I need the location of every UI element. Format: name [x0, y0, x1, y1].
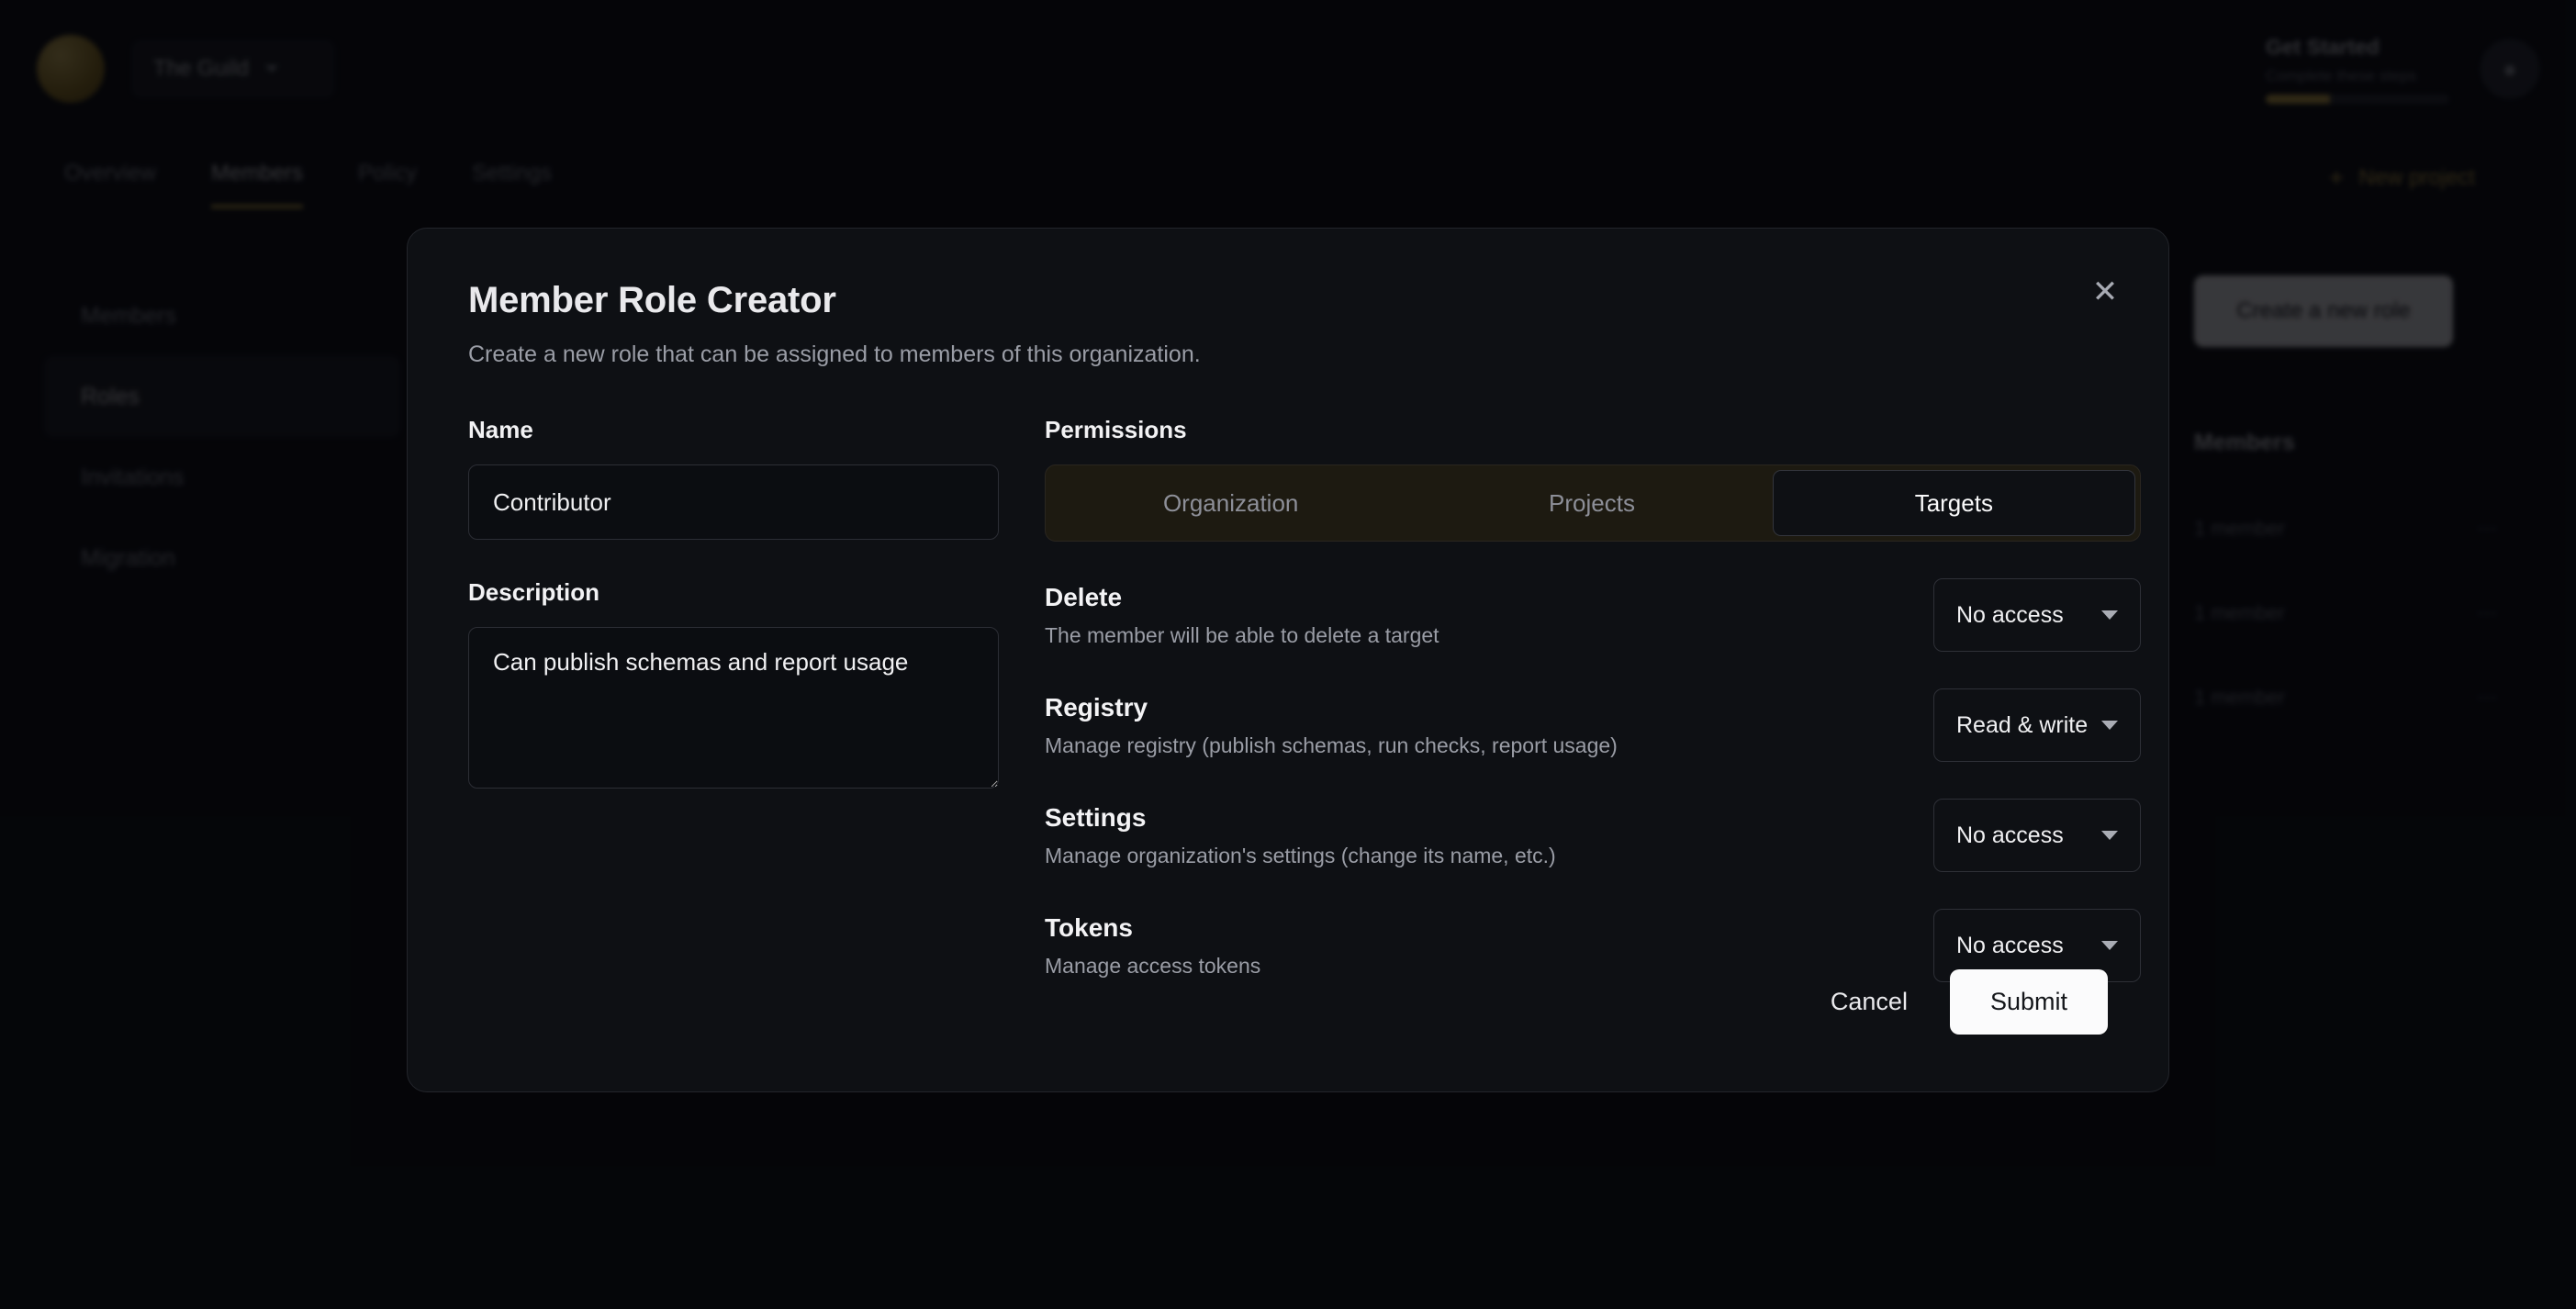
chevron-down-icon [2101, 831, 2118, 840]
permission-description: Manage access tokens [1045, 953, 1261, 978]
name-label: Name [468, 416, 533, 443]
permission-text [1045, 803, 1556, 868]
permission-description: Manage organization's settings (change its name, etc.) [1045, 843, 1556, 867]
dialog-actions [1821, 969, 2108, 1035]
member-role-creator-dialog [407, 228, 2169, 1092]
permission-select-delete[interactable] [1933, 578, 2141, 652]
permission-select-value: Read & write [1956, 711, 2089, 738]
permission-select-registry[interactable] [1933, 688, 2141, 762]
permission-text [1045, 913, 1260, 979]
dialog-title: Member Role Creator [468, 280, 836, 320]
permission-description: Manage registry (publish schemas, run checks, report usage) [1045, 733, 1618, 757]
permission-row-delete [1045, 578, 2141, 652]
dialog-left-column [468, 416, 999, 982]
tab-targets[interactable]: Targets [1773, 470, 2135, 536]
description-input[interactable] [468, 627, 999, 789]
permission-select-value: No access [1956, 601, 2064, 628]
submit-button[interactable]: Submit [1950, 969, 2108, 1035]
permission-row-settings [1045, 799, 2141, 872]
dialog-right-column [1045, 416, 2141, 982]
permission-description: The member will be able to delete a target [1045, 622, 1439, 647]
permission-title: Delete [1045, 582, 1123, 611]
tab-organization[interactable]: Organization [1162, 488, 1299, 517]
permission-select-settings[interactable] [1933, 799, 2141, 872]
permission-text [1045, 583, 1439, 648]
permissions-tabs [1045, 464, 2141, 542]
permission-title: Settings [1045, 802, 1147, 832]
permissions-label: Permissions [1045, 416, 1187, 443]
permission-select-value: No access [1956, 932, 2064, 958]
name-input[interactable] [468, 464, 999, 540]
permission-row-registry [1045, 688, 2141, 762]
close-icon[interactable]: ✕ [2091, 274, 2119, 309]
dialog-body [468, 416, 2108, 982]
chevron-down-icon [2101, 721, 2118, 730]
description-label: Description [468, 578, 600, 606]
permission-text [1045, 693, 1618, 758]
cancel-button[interactable]: Cancel [1821, 971, 1917, 1033]
permission-title: Registry [1045, 692, 1148, 722]
chevron-down-icon [2101, 941, 2118, 950]
tab-projects[interactable]: Projects [1549, 488, 1635, 517]
chevron-down-icon [2101, 610, 2118, 620]
permission-title: Tokens [1045, 912, 1133, 942]
permission-select-value: No access [1956, 822, 2064, 848]
dialog-subtitle: Create a new role that can be assigned to members of this organization. [468, 341, 1201, 367]
